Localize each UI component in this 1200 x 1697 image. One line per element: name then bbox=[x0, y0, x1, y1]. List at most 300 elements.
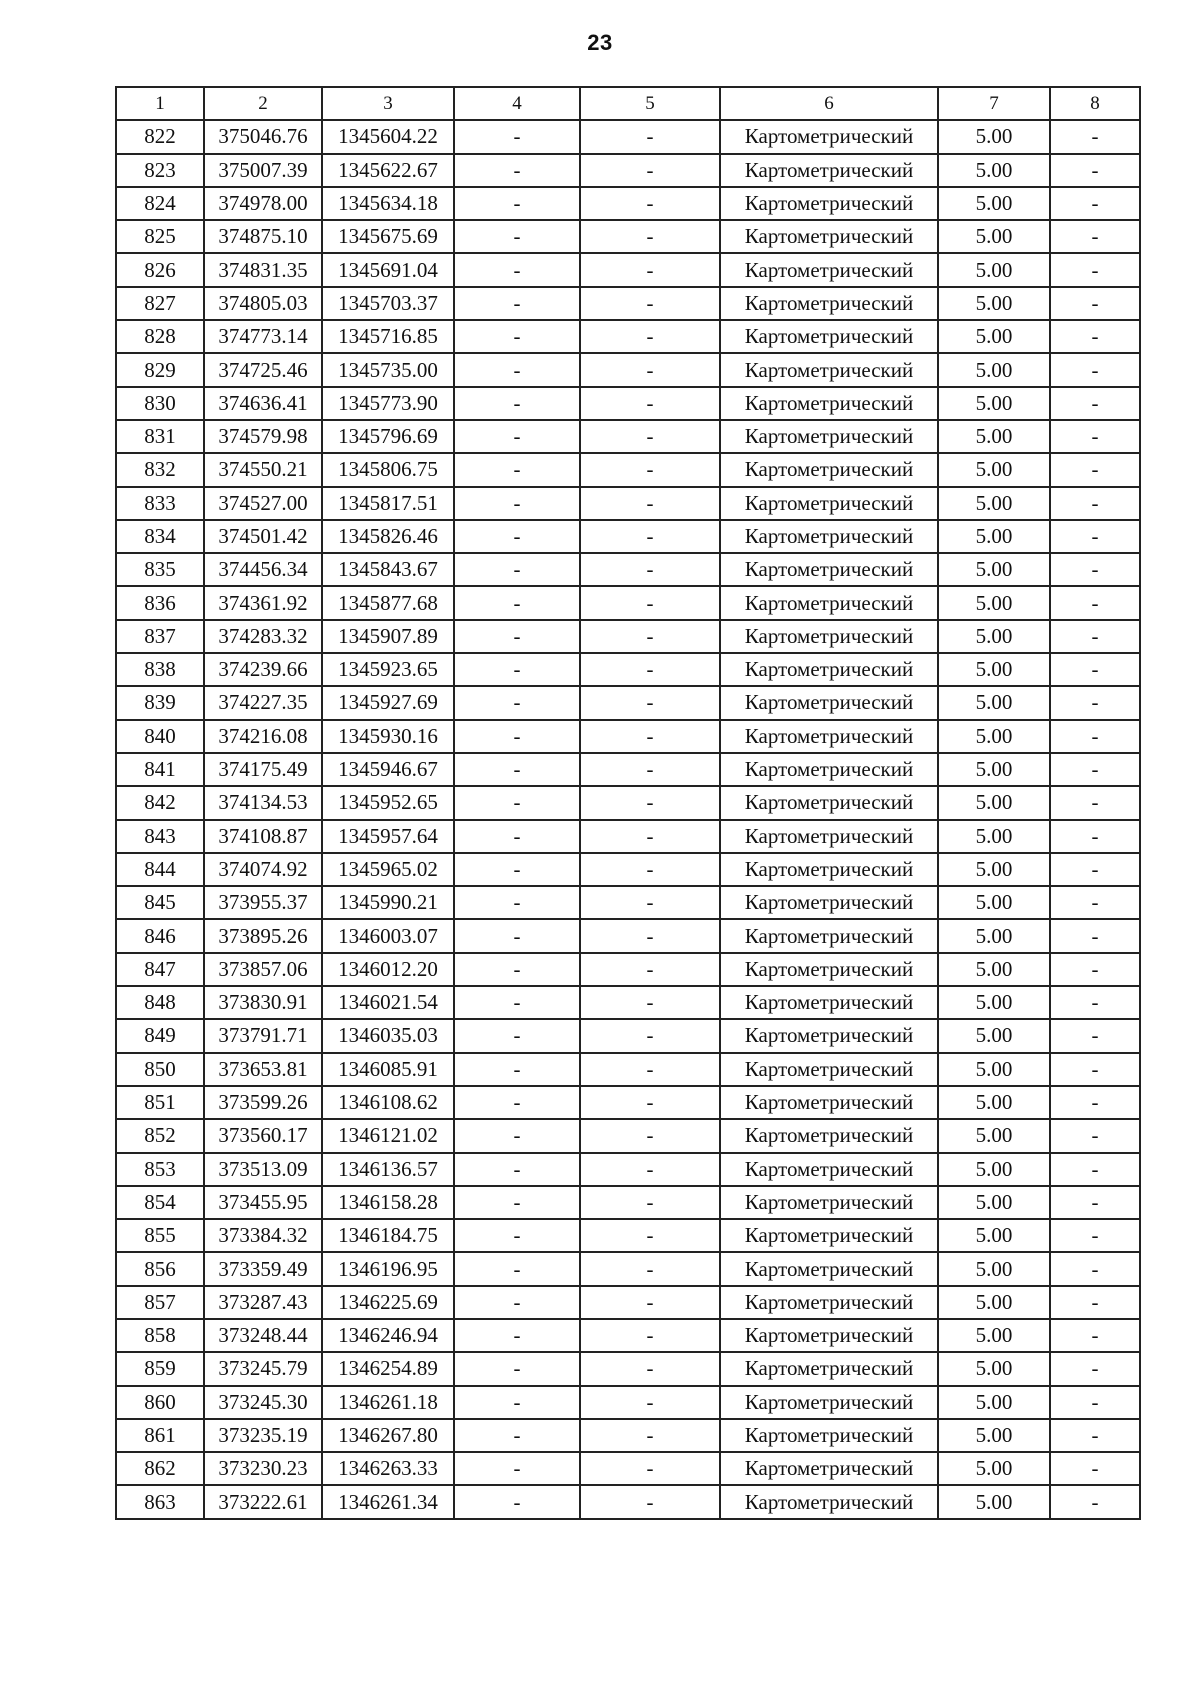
col8-cell: - bbox=[1050, 1485, 1140, 1518]
col4-cell: - bbox=[454, 253, 580, 286]
x-coordinate-cell: 373359.49 bbox=[204, 1252, 322, 1285]
col4-cell: - bbox=[454, 387, 580, 420]
y-coordinate-cell: 1345634.18 bbox=[322, 187, 454, 220]
col4-cell: - bbox=[454, 1286, 580, 1319]
point-number-cell: 835 bbox=[116, 553, 204, 586]
point-number-cell: 832 bbox=[116, 453, 204, 486]
col4-cell: - bbox=[454, 1485, 580, 1518]
col5-cell: - bbox=[580, 420, 720, 453]
point-number-cell: 863 bbox=[116, 1485, 204, 1518]
y-coordinate-cell: 1345923.65 bbox=[322, 653, 454, 686]
y-coordinate-cell: 1345675.69 bbox=[322, 220, 454, 253]
table-row bbox=[116, 387, 1140, 420]
accuracy-cell: 5.00 bbox=[938, 986, 1050, 1019]
y-coordinate-cell: 1345796.69 bbox=[322, 420, 454, 453]
col4-cell: - bbox=[454, 120, 580, 153]
x-coordinate-cell: 373513.09 bbox=[204, 1153, 322, 1186]
method-cell: Картометрический bbox=[720, 919, 938, 952]
column-header: 5 bbox=[580, 87, 720, 120]
table-row bbox=[116, 1452, 1140, 1485]
col5-cell: - bbox=[580, 1252, 720, 1285]
col4-cell: - bbox=[454, 1319, 580, 1352]
accuracy-cell: 5.00 bbox=[938, 1053, 1050, 1086]
col4-cell: - bbox=[454, 720, 580, 753]
x-coordinate-cell: 373235.19 bbox=[204, 1419, 322, 1452]
accuracy-cell: 5.00 bbox=[938, 120, 1050, 153]
col8-cell: - bbox=[1050, 1053, 1140, 1086]
accuracy-cell: 5.00 bbox=[938, 886, 1050, 919]
point-number-cell: 856 bbox=[116, 1252, 204, 1285]
column-header: 7 bbox=[938, 87, 1050, 120]
table-row bbox=[116, 553, 1140, 586]
y-coordinate-cell: 1346254.89 bbox=[322, 1352, 454, 1385]
table-row bbox=[116, 753, 1140, 786]
col5-cell: - bbox=[580, 387, 720, 420]
y-coordinate-cell: 1345806.75 bbox=[322, 453, 454, 486]
column-header: 1 bbox=[116, 87, 204, 120]
column-header: 2 bbox=[204, 87, 322, 120]
x-coordinate-cell: 374527.00 bbox=[204, 487, 322, 520]
col4-cell: - bbox=[454, 853, 580, 886]
x-coordinate-cell: 374239.66 bbox=[204, 653, 322, 686]
table-row bbox=[116, 1019, 1140, 1052]
point-number-cell: 855 bbox=[116, 1219, 204, 1252]
y-coordinate-cell: 1346012.20 bbox=[322, 953, 454, 986]
table-row bbox=[116, 453, 1140, 486]
point-number-cell: 848 bbox=[116, 986, 204, 1019]
point-number-cell: 859 bbox=[116, 1352, 204, 1385]
accuracy-cell: 5.00 bbox=[938, 1186, 1050, 1219]
accuracy-cell: 5.00 bbox=[938, 420, 1050, 453]
col4-cell: - bbox=[454, 1053, 580, 1086]
table-row bbox=[116, 1219, 1140, 1252]
col5-cell: - bbox=[580, 1019, 720, 1052]
table-row bbox=[116, 487, 1140, 520]
method-cell: Картометрический bbox=[720, 1053, 938, 1086]
column-header: 6 bbox=[720, 87, 938, 120]
col4-cell: - bbox=[454, 520, 580, 553]
x-coordinate-cell: 374875.10 bbox=[204, 220, 322, 253]
y-coordinate-cell: 1345930.16 bbox=[322, 720, 454, 753]
accuracy-cell: 5.00 bbox=[938, 953, 1050, 986]
y-coordinate-cell: 1345703.37 bbox=[322, 287, 454, 320]
table-row bbox=[116, 653, 1140, 686]
col4-cell: - bbox=[454, 753, 580, 786]
table-row bbox=[116, 1119, 1140, 1152]
x-coordinate-cell: 375046.76 bbox=[204, 120, 322, 153]
accuracy-cell: 5.00 bbox=[938, 1386, 1050, 1419]
accuracy-cell: 5.00 bbox=[938, 1286, 1050, 1319]
col8-cell: - bbox=[1050, 1119, 1140, 1152]
table-row bbox=[116, 320, 1140, 353]
col8-cell: - bbox=[1050, 1019, 1140, 1052]
accuracy-cell: 5.00 bbox=[938, 553, 1050, 586]
col8-cell: - bbox=[1050, 320, 1140, 353]
y-coordinate-cell: 1346108.62 bbox=[322, 1086, 454, 1119]
x-coordinate-cell: 374227.35 bbox=[204, 686, 322, 719]
method-cell: Картометрический bbox=[720, 953, 938, 986]
method-cell: Картометрический bbox=[720, 154, 938, 187]
method-cell: Картометрический bbox=[720, 786, 938, 819]
col4-cell: - bbox=[454, 487, 580, 520]
method-cell: Картометрический bbox=[720, 1119, 938, 1152]
col4-cell: - bbox=[454, 620, 580, 653]
y-coordinate-cell: 1345946.67 bbox=[322, 753, 454, 786]
col8-cell: - bbox=[1050, 820, 1140, 853]
x-coordinate-cell: 373653.81 bbox=[204, 1053, 322, 1086]
y-coordinate-cell: 1345691.04 bbox=[322, 253, 454, 286]
y-coordinate-cell: 1346225.69 bbox=[322, 1286, 454, 1319]
table-row bbox=[116, 287, 1140, 320]
point-number-cell: 839 bbox=[116, 686, 204, 719]
table-row bbox=[116, 253, 1140, 286]
accuracy-cell: 5.00 bbox=[938, 786, 1050, 819]
col5-cell: - bbox=[580, 1419, 720, 1452]
point-number-cell: 861 bbox=[116, 1419, 204, 1452]
accuracy-cell: 5.00 bbox=[938, 853, 1050, 886]
x-coordinate-cell: 374978.00 bbox=[204, 187, 322, 220]
col5-cell: - bbox=[580, 886, 720, 919]
col8-cell: - bbox=[1050, 1086, 1140, 1119]
col5-cell: - bbox=[580, 986, 720, 1019]
accuracy-cell: 5.00 bbox=[938, 1153, 1050, 1186]
table-row bbox=[116, 353, 1140, 386]
col5-cell: - bbox=[580, 1086, 720, 1119]
accuracy-cell: 5.00 bbox=[938, 253, 1050, 286]
table-row bbox=[116, 1319, 1140, 1352]
method-cell: Картометрический bbox=[720, 1419, 938, 1452]
method-cell: Картометрический bbox=[720, 620, 938, 653]
method-cell: Картометрический bbox=[720, 287, 938, 320]
col8-cell: - bbox=[1050, 586, 1140, 619]
x-coordinate-cell: 373230.23 bbox=[204, 1452, 322, 1485]
col8-cell: - bbox=[1050, 919, 1140, 952]
y-coordinate-cell: 1346246.94 bbox=[322, 1319, 454, 1352]
method-cell: Картометрический bbox=[720, 1252, 938, 1285]
method-cell: Картометрический bbox=[720, 187, 938, 220]
col8-cell: - bbox=[1050, 1153, 1140, 1186]
col4-cell: - bbox=[454, 1386, 580, 1419]
method-cell: Картометрический bbox=[720, 1319, 938, 1352]
point-number-cell: 843 bbox=[116, 820, 204, 853]
y-coordinate-cell: 1346003.07 bbox=[322, 919, 454, 952]
x-coordinate-cell: 374108.87 bbox=[204, 820, 322, 853]
col8-cell: - bbox=[1050, 1252, 1140, 1285]
col4-cell: - bbox=[454, 1086, 580, 1119]
col5-cell: - bbox=[580, 953, 720, 986]
col4-cell: - bbox=[454, 1419, 580, 1452]
table-row bbox=[116, 1386, 1140, 1419]
x-coordinate-cell: 374550.21 bbox=[204, 453, 322, 486]
point-number-cell: 845 bbox=[116, 886, 204, 919]
method-cell: Картометрический bbox=[720, 520, 938, 553]
col8-cell: - bbox=[1050, 1319, 1140, 1352]
col8-cell: - bbox=[1050, 1419, 1140, 1452]
col4-cell: - bbox=[454, 653, 580, 686]
x-coordinate-cell: 373830.91 bbox=[204, 986, 322, 1019]
method-cell: Картометрический bbox=[720, 1219, 938, 1252]
x-coordinate-cell: 374134.53 bbox=[204, 786, 322, 819]
point-number-cell: 851 bbox=[116, 1086, 204, 1119]
col5-cell: - bbox=[580, 1219, 720, 1252]
col4-cell: - bbox=[454, 919, 580, 952]
method-cell: Картометрический bbox=[720, 753, 938, 786]
col5-cell: - bbox=[580, 1053, 720, 1086]
col8-cell: - bbox=[1050, 253, 1140, 286]
col8-cell: - bbox=[1050, 520, 1140, 553]
col5-cell: - bbox=[580, 353, 720, 386]
col8-cell: - bbox=[1050, 953, 1140, 986]
col4-cell: - bbox=[454, 886, 580, 919]
method-cell: Картометрический bbox=[720, 420, 938, 453]
x-coordinate-cell: 373248.44 bbox=[204, 1319, 322, 1352]
col5-cell: - bbox=[580, 720, 720, 753]
col4-cell: - bbox=[454, 820, 580, 853]
accuracy-cell: 5.00 bbox=[938, 487, 1050, 520]
col5-cell: - bbox=[580, 1286, 720, 1319]
method-cell: Картометрический bbox=[720, 553, 938, 586]
method-cell: Картометрический bbox=[720, 1352, 938, 1385]
x-coordinate-cell: 374175.49 bbox=[204, 753, 322, 786]
col5-cell: - bbox=[580, 1153, 720, 1186]
col4-cell: - bbox=[454, 287, 580, 320]
x-coordinate-cell: 374636.41 bbox=[204, 387, 322, 420]
col4-cell: - bbox=[454, 187, 580, 220]
x-coordinate-cell: 374501.42 bbox=[204, 520, 322, 553]
col8-cell: - bbox=[1050, 120, 1140, 153]
point-number-cell: 860 bbox=[116, 1386, 204, 1419]
x-coordinate-cell: 373222.61 bbox=[204, 1485, 322, 1518]
point-number-cell: 838 bbox=[116, 653, 204, 686]
table-row bbox=[116, 1286, 1140, 1319]
y-coordinate-cell: 1346035.03 bbox=[322, 1019, 454, 1052]
accuracy-cell: 5.00 bbox=[938, 1252, 1050, 1285]
accuracy-cell: 5.00 bbox=[938, 919, 1050, 952]
method-cell: Картометрический bbox=[720, 453, 938, 486]
y-coordinate-cell: 1346136.57 bbox=[322, 1153, 454, 1186]
y-coordinate-cell: 1346263.33 bbox=[322, 1452, 454, 1485]
table-row bbox=[116, 1352, 1140, 1385]
x-coordinate-cell: 373955.37 bbox=[204, 886, 322, 919]
method-cell: Картометрический bbox=[720, 720, 938, 753]
y-coordinate-cell: 1346184.75 bbox=[322, 1219, 454, 1252]
col8-cell: - bbox=[1050, 853, 1140, 886]
x-coordinate-cell: 374725.46 bbox=[204, 353, 322, 386]
col4-cell: - bbox=[454, 1252, 580, 1285]
table-row bbox=[116, 786, 1140, 819]
col8-cell: - bbox=[1050, 353, 1140, 386]
col5-cell: - bbox=[580, 187, 720, 220]
method-cell: Картометрический bbox=[720, 1186, 938, 1219]
method-cell: Картометрический bbox=[720, 1286, 938, 1319]
x-coordinate-cell: 374283.32 bbox=[204, 620, 322, 653]
table-row bbox=[116, 420, 1140, 453]
col8-cell: - bbox=[1050, 1219, 1140, 1252]
col5-cell: - bbox=[580, 253, 720, 286]
accuracy-cell: 5.00 bbox=[938, 1452, 1050, 1485]
point-number-cell: 844 bbox=[116, 853, 204, 886]
y-coordinate-cell: 1346158.28 bbox=[322, 1186, 454, 1219]
y-coordinate-cell: 1345965.02 bbox=[322, 853, 454, 886]
col4-cell: - bbox=[454, 1119, 580, 1152]
accuracy-cell: 5.00 bbox=[938, 1319, 1050, 1352]
point-number-cell: 833 bbox=[116, 487, 204, 520]
col8-cell: - bbox=[1050, 1186, 1140, 1219]
table-row bbox=[116, 853, 1140, 886]
col5-cell: - bbox=[580, 1352, 720, 1385]
col4-cell: - bbox=[454, 220, 580, 253]
table-row bbox=[116, 1186, 1140, 1219]
col4-cell: - bbox=[454, 154, 580, 187]
accuracy-cell: 5.00 bbox=[938, 620, 1050, 653]
col5-cell: - bbox=[580, 620, 720, 653]
accuracy-cell: 5.00 bbox=[938, 753, 1050, 786]
table-row bbox=[116, 120, 1140, 153]
table-row bbox=[116, 520, 1140, 553]
page-number: 23 bbox=[587, 30, 613, 55]
method-cell: Картометрический bbox=[720, 120, 938, 153]
point-number-cell: 840 bbox=[116, 720, 204, 753]
col5-cell: - bbox=[580, 487, 720, 520]
point-number-cell: 824 bbox=[116, 187, 204, 220]
accuracy-cell: 5.00 bbox=[938, 1419, 1050, 1452]
col5-cell: - bbox=[580, 1386, 720, 1419]
x-coordinate-cell: 374773.14 bbox=[204, 320, 322, 353]
table-row bbox=[116, 720, 1140, 753]
accuracy-cell: 5.00 bbox=[938, 686, 1050, 719]
x-coordinate-cell: 374579.98 bbox=[204, 420, 322, 453]
y-coordinate-cell: 1345990.21 bbox=[322, 886, 454, 919]
col4-cell: - bbox=[454, 553, 580, 586]
point-number-cell: 825 bbox=[116, 220, 204, 253]
table-row bbox=[116, 187, 1140, 220]
col5-cell: - bbox=[580, 753, 720, 786]
column-header: 4 bbox=[454, 87, 580, 120]
col5-cell: - bbox=[580, 1319, 720, 1352]
accuracy-cell: 5.00 bbox=[938, 720, 1050, 753]
y-coordinate-cell: 1346261.34 bbox=[322, 1485, 454, 1518]
col8-cell: - bbox=[1050, 553, 1140, 586]
method-cell: Картометрический bbox=[720, 653, 938, 686]
table-row bbox=[116, 886, 1140, 919]
col8-cell: - bbox=[1050, 1352, 1140, 1385]
col4-cell: - bbox=[454, 1019, 580, 1052]
x-coordinate-cell: 373287.43 bbox=[204, 1286, 322, 1319]
y-coordinate-cell: 1346121.02 bbox=[322, 1119, 454, 1152]
table-row bbox=[116, 686, 1140, 719]
col4-cell: - bbox=[454, 1352, 580, 1385]
table-row bbox=[116, 820, 1140, 853]
point-number-cell: 842 bbox=[116, 786, 204, 819]
col8-cell: - bbox=[1050, 1452, 1140, 1485]
col5-cell: - bbox=[580, 1452, 720, 1485]
x-coordinate-cell: 374074.92 bbox=[204, 853, 322, 886]
accuracy-cell: 5.00 bbox=[938, 1219, 1050, 1252]
x-coordinate-cell: 373384.32 bbox=[204, 1219, 322, 1252]
point-number-cell: 857 bbox=[116, 1286, 204, 1319]
table-row bbox=[116, 1485, 1140, 1518]
col8-cell: - bbox=[1050, 187, 1140, 220]
point-number-cell: 830 bbox=[116, 387, 204, 420]
table-header-row bbox=[116, 87, 1140, 120]
y-coordinate-cell: 1345826.46 bbox=[322, 520, 454, 553]
accuracy-cell: 5.00 bbox=[938, 1019, 1050, 1052]
accuracy-cell: 5.00 bbox=[938, 387, 1050, 420]
col8-cell: - bbox=[1050, 786, 1140, 819]
accuracy-cell: 5.00 bbox=[938, 1119, 1050, 1152]
y-coordinate-cell: 1346267.80 bbox=[322, 1419, 454, 1452]
col8-cell: - bbox=[1050, 686, 1140, 719]
col5-cell: - bbox=[580, 586, 720, 619]
col8-cell: - bbox=[1050, 487, 1140, 520]
y-coordinate-cell: 1345952.65 bbox=[322, 786, 454, 819]
table-row bbox=[116, 986, 1140, 1019]
col5-cell: - bbox=[580, 820, 720, 853]
y-coordinate-cell: 1346261.18 bbox=[322, 1386, 454, 1419]
col4-cell: - bbox=[454, 1153, 580, 1186]
x-coordinate-cell: 374805.03 bbox=[204, 287, 322, 320]
method-cell: Картометрический bbox=[720, 220, 938, 253]
y-coordinate-cell: 1345927.69 bbox=[322, 686, 454, 719]
point-number-cell: 831 bbox=[116, 420, 204, 453]
x-coordinate-cell: 373245.79 bbox=[204, 1352, 322, 1385]
method-cell: Картометрический bbox=[720, 586, 938, 619]
accuracy-cell: 5.00 bbox=[938, 154, 1050, 187]
x-coordinate-cell: 374361.92 bbox=[204, 586, 322, 619]
accuracy-cell: 5.00 bbox=[938, 320, 1050, 353]
x-coordinate-cell: 373455.95 bbox=[204, 1186, 322, 1219]
point-number-cell: 834 bbox=[116, 520, 204, 553]
method-cell: Картометрический bbox=[720, 986, 938, 1019]
table-row bbox=[116, 620, 1140, 653]
col4-cell: - bbox=[454, 586, 580, 619]
col4-cell: - bbox=[454, 686, 580, 719]
accuracy-cell: 5.00 bbox=[938, 520, 1050, 553]
point-number-cell: 841 bbox=[116, 753, 204, 786]
method-cell: Картометрический bbox=[720, 1386, 938, 1419]
table-row bbox=[116, 154, 1140, 187]
col5-cell: - bbox=[580, 220, 720, 253]
y-coordinate-cell: 1345957.64 bbox=[322, 820, 454, 853]
x-coordinate-cell: 373895.26 bbox=[204, 919, 322, 952]
col5-cell: - bbox=[580, 553, 720, 586]
accuracy-cell: 5.00 bbox=[938, 187, 1050, 220]
col5-cell: - bbox=[580, 786, 720, 819]
col8-cell: - bbox=[1050, 387, 1140, 420]
x-coordinate-cell: 374216.08 bbox=[204, 720, 322, 753]
col4-cell: - bbox=[454, 786, 580, 819]
accuracy-cell: 5.00 bbox=[938, 287, 1050, 320]
accuracy-cell: 5.00 bbox=[938, 653, 1050, 686]
y-coordinate-cell: 1346021.54 bbox=[322, 986, 454, 1019]
method-cell: Картометрический bbox=[720, 320, 938, 353]
col5-cell: - bbox=[580, 1186, 720, 1219]
x-coordinate-cell: 373857.06 bbox=[204, 953, 322, 986]
col5-cell: - bbox=[580, 287, 720, 320]
accuracy-cell: 5.00 bbox=[938, 586, 1050, 619]
point-number-cell: 850 bbox=[116, 1053, 204, 1086]
method-cell: Картометрический bbox=[720, 387, 938, 420]
point-number-cell: 852 bbox=[116, 1119, 204, 1152]
col8-cell: - bbox=[1050, 1286, 1140, 1319]
col5-cell: - bbox=[580, 1119, 720, 1152]
method-cell: Картометрический bbox=[720, 1153, 938, 1186]
method-cell: Картометрический bbox=[720, 487, 938, 520]
col4-cell: - bbox=[454, 953, 580, 986]
col4-cell: - bbox=[454, 1452, 580, 1485]
col5-cell: - bbox=[580, 154, 720, 187]
x-coordinate-cell: 373599.26 bbox=[204, 1086, 322, 1119]
